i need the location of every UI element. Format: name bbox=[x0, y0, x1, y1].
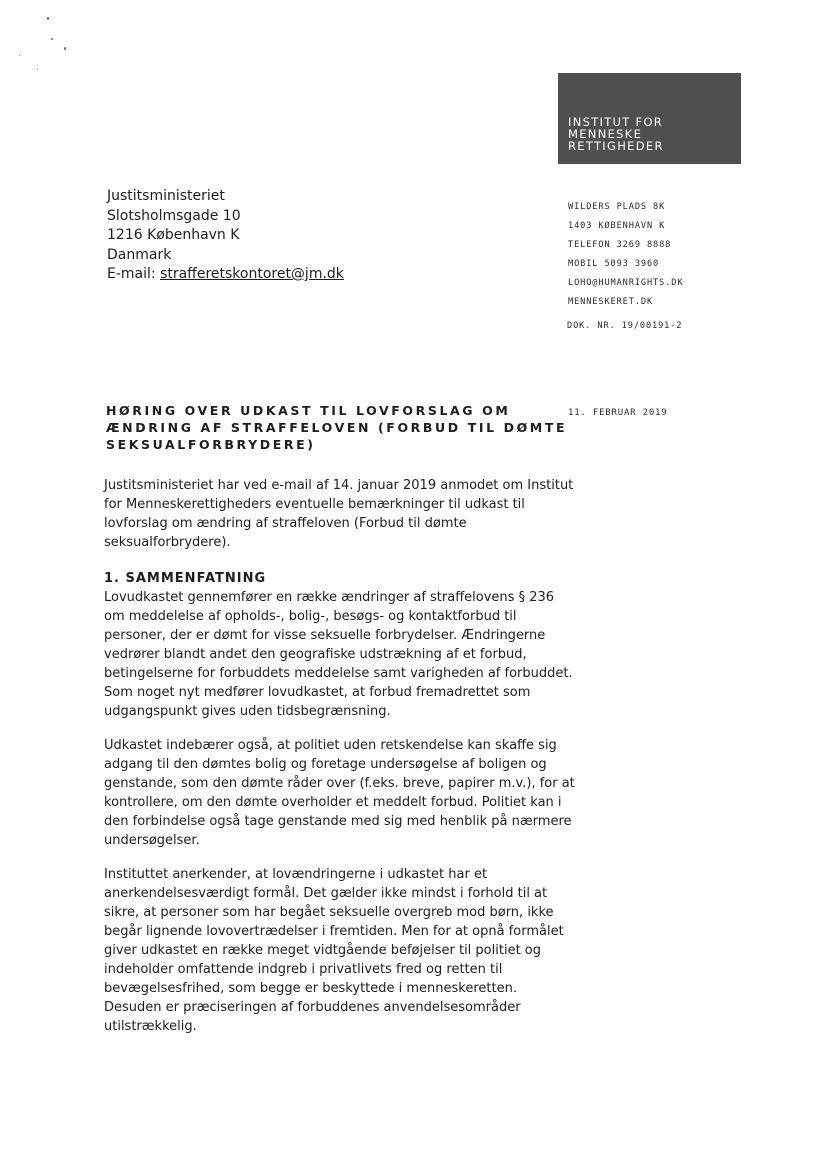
section-heading: 1. SAMMENFATNING bbox=[104, 571, 267, 586]
recipient-street: Slotsholmsgade 10 bbox=[107, 207, 241, 224]
logo-text bbox=[568, 116, 664, 152]
recipient-email-line bbox=[107, 265, 344, 285]
text-line: udgangspunkt gives uden tidsbegrænsning. bbox=[104, 704, 391, 719]
text-line: Desuden er præciseringen af forbuddenes anvendelsesområder bbox=[104, 1000, 521, 1015]
text-line: indeholder omfattende indgreb i privatlivets fred og retten til bbox=[104, 962, 503, 977]
sender-address: WILDERS PLADS 8K bbox=[568, 202, 666, 212]
text-line: anerkendelsesværdigt formål. Det gælder ikke mindst i forhold til at bbox=[104, 886, 548, 901]
text-line: Instituttet anerkender, at lovændringerne i udkastet har et bbox=[104, 867, 488, 882]
text-line: om meddelelse af opholds-, bolig-, besøgs- og kontaktforbud til bbox=[104, 609, 517, 624]
sender-city: 1403 KØBENHAVN K bbox=[568, 221, 666, 231]
intro-paragraph bbox=[104, 476, 574, 552]
text-line: begår lignende lovovertrædelser i fremtiden. Men for at opnå formålet bbox=[104, 924, 564, 939]
text-line: giver udkastet en række meget vidtgående beføjelser til politiet og bbox=[104, 943, 541, 958]
text-line: betingelserne for forbuddets meddelelse samt varigheden af forbuddet. bbox=[104, 666, 573, 681]
letter-body bbox=[104, 476, 574, 1051]
title-line: HØRING OVER UDKAST TIL LOVFORSLAG OM bbox=[106, 403, 511, 418]
text-line: adgang til den dømtes bolig og foretage undersøgelse af boligen og bbox=[104, 757, 547, 772]
text-line: for Menneskerettigheders eventuelle bemærkninger til udkast til bbox=[104, 497, 525, 512]
recipient-name: Justitsministeriet bbox=[107, 188, 225, 204]
email-label: E-mail: bbox=[107, 266, 161, 282]
title-line: ÆNDRING AF STRAFFELOVEN (FORBUD TIL DØMTE bbox=[106, 420, 568, 435]
text-line: bevægelsesfrihed, som begge er beskyttede i menneskeretten. bbox=[104, 981, 517, 996]
summary-paragraph-1 bbox=[104, 588, 574, 721]
text-line: Lovudkastet gennemfører en række ændringer af straffelovens § 236 bbox=[104, 590, 555, 605]
logo-line: INSTITUT FOR bbox=[568, 115, 664, 129]
sender-email: LOHO@HUMANRIGHTS.DK bbox=[568, 278, 684, 288]
scan-speck bbox=[51, 38, 53, 40]
scan-speck bbox=[47, 17, 49, 20]
letter-title bbox=[106, 402, 568, 453]
document-number: DOK. NR. 19/00191-2 bbox=[567, 321, 683, 331]
sender-web: MENNESKERET.DK bbox=[568, 297, 654, 307]
letter-date: 11. FEBRUAR 2019 bbox=[568, 408, 668, 418]
sender-contact bbox=[568, 198, 683, 312]
text-line: undersøgelser. bbox=[104, 833, 200, 848]
text-line: Justitsministeriet har ved e-mail af 14. januar 2019 anmodet om Institut bbox=[104, 478, 574, 493]
sender-phone: TELEFON 3269 8888 bbox=[568, 240, 672, 250]
recipient-country: Danmark bbox=[107, 246, 172, 263]
text-line: Som noget nyt medfører lovudkastet, at forbud fremadrettet som bbox=[104, 685, 531, 700]
logo-line: RETTIGHEDER bbox=[568, 139, 664, 153]
scan-speck bbox=[64, 47, 66, 50]
text-line: genstande, som den dømte råder over (f.eks. breve, papirer m.v.), for at bbox=[104, 776, 575, 791]
sender-mobile: MOBIL 5093 3960 bbox=[568, 259, 660, 269]
title-line: SEKSUALFORBRYDERE) bbox=[106, 437, 316, 452]
institute-logo bbox=[558, 73, 741, 164]
text-line: personer, der er dømt for visse seksuelle forbrydelser. Ændringerne bbox=[104, 628, 546, 643]
text-line: lovforslag om ændring af straffeloven (Forbud til dømte bbox=[104, 516, 467, 531]
summary-paragraph-3 bbox=[104, 865, 574, 1036]
summary-paragraph-2 bbox=[104, 736, 574, 850]
text-line: sikre, at personer som har begået seksuelle overgreb mod børn, ikke bbox=[104, 905, 554, 920]
text-line: kontrollere, om den dømte overholder et meddelt forbud. Politiet kan i bbox=[104, 795, 562, 810]
logo-line: MENNESKE bbox=[568, 127, 643, 141]
scan-speck bbox=[37, 69, 38, 70]
text-line: den forbindelse også tage genstande med sig med henblik på nærmere bbox=[104, 814, 572, 829]
recipient-email-link[interactable]: strafferetskontoret@jm.dk bbox=[160, 266, 344, 282]
scan-speck bbox=[19, 55, 20, 56]
text-line: vedrører blandt andet den geografiske udstrækning af et forbud, bbox=[104, 647, 527, 662]
recipient-city: 1216 København K bbox=[107, 227, 240, 243]
text-line: Udkastet indebærer også, at politiet uden retskendelse kan skaffe sig bbox=[104, 738, 557, 753]
text-line: utilstrækkelig. bbox=[104, 1019, 197, 1034]
text-line: seksualforbrydere). bbox=[104, 535, 231, 550]
recipient-address bbox=[107, 187, 344, 285]
